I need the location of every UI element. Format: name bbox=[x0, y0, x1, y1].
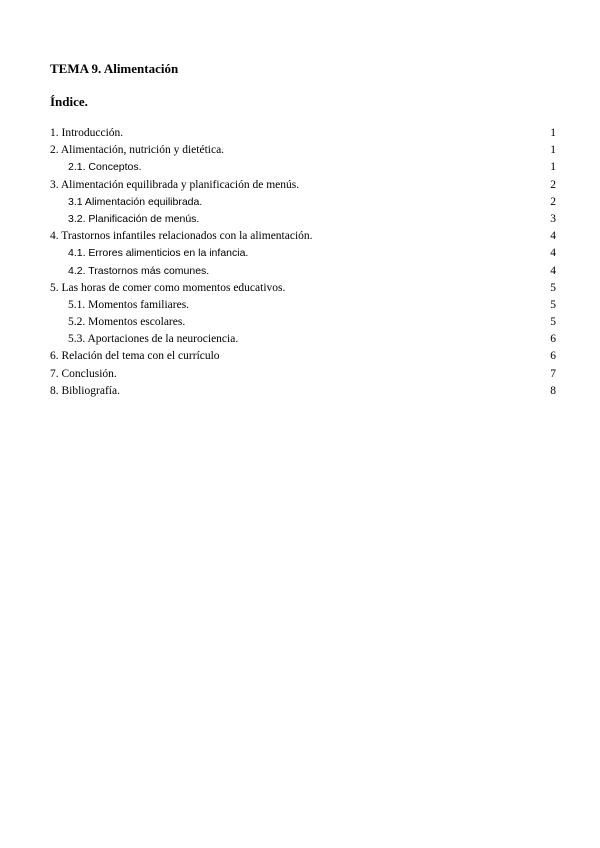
toc-entry-page: 4 bbox=[550, 264, 556, 277]
toc-entry-label: 3. Alimentación equilibrada y planificación de menús. bbox=[50, 178, 300, 191]
toc-entry[interactable] bbox=[50, 159, 556, 176]
toc-entry[interactable] bbox=[50, 228, 556, 245]
toc-entry-page: 2 bbox=[550, 178, 556, 191]
toc-entry-label: 3.2. Planificación de menús. bbox=[68, 212, 200, 225]
toc-entry-page: 4 bbox=[550, 247, 556, 260]
toc-entry[interactable] bbox=[50, 280, 556, 297]
document-title: TEMA 9. Alimentación bbox=[50, 61, 179, 76]
toc-entry-label: 5.2. Momentos escolares. bbox=[68, 316, 186, 329]
toc-entry-label: 7. Conclusión. bbox=[50, 367, 117, 380]
toc-entry-page: 1 bbox=[550, 144, 556, 157]
toc-entry-label: 2.1. Conceptos. bbox=[68, 161, 142, 174]
toc-entry-page: 5 bbox=[550, 281, 556, 294]
toc-entry-page: 5 bbox=[550, 316, 556, 329]
toc-entry-label: 8. Bibliografía. bbox=[50, 384, 120, 397]
toc-entry[interactable] bbox=[50, 142, 556, 159]
toc-entry-page: 1 bbox=[550, 161, 556, 174]
toc-entry-label: 6. Relación del tema con el currículo bbox=[50, 350, 220, 363]
toc-entry[interactable] bbox=[50, 331, 556, 348]
toc-entry-page: 1 bbox=[550, 127, 556, 139]
toc-entry[interactable] bbox=[50, 383, 556, 400]
toc-entry-label: 4.1. Errores alimenticios en la infancia. bbox=[68, 247, 249, 260]
toc-entry-label: 4.2. Trastornos más comunes. bbox=[68, 264, 210, 277]
toc-entry[interactable] bbox=[50, 194, 556, 211]
toc-entry-label: 5.1. Momentos familiares. bbox=[68, 298, 190, 311]
toc-entry[interactable] bbox=[50, 348, 556, 365]
toc-entry-page: 5 bbox=[550, 298, 556, 311]
toc-entry[interactable] bbox=[50, 177, 556, 194]
toc-entry[interactable] bbox=[50, 366, 556, 383]
toc-entry[interactable] bbox=[50, 263, 556, 280]
toc-entry-label: 5. Las horas de comer como momentos educativos. bbox=[50, 281, 286, 294]
toc-entry-label: 3.1 Alimentación equilibrada. bbox=[68, 195, 203, 208]
toc-entry[interactable] bbox=[50, 314, 556, 331]
toc-entry-label: 2. Alimentación, nutrición y dietética. bbox=[50, 144, 225, 157]
toc-entry[interactable] bbox=[50, 297, 556, 314]
toc-entry-page: 4 bbox=[550, 230, 556, 243]
toc-entry-label: 4. Trastornos infantiles relacionados con la alimentación. bbox=[50, 230, 313, 243]
toc-entry[interactable] bbox=[50, 125, 556, 142]
toc-entry-page: 6 bbox=[550, 350, 556, 363]
toc-entry[interactable] bbox=[50, 245, 556, 262]
toc-entry-label: 1. Introducción. bbox=[50, 127, 124, 139]
toc-entry-page: 3 bbox=[550, 212, 556, 225]
toc-entry-page: 6 bbox=[550, 333, 556, 346]
table-of-contents bbox=[50, 125, 556, 400]
index-heading: Índice. bbox=[50, 94, 88, 109]
toc-entry-label: 5.3. Aportaciones de la neurociencia. bbox=[68, 333, 239, 346]
toc-entry-page: 8 bbox=[550, 384, 556, 397]
toc-entry-page: 2 bbox=[550, 195, 556, 208]
toc-entry-page: 7 bbox=[550, 367, 556, 380]
toc-entry[interactable] bbox=[50, 211, 556, 228]
